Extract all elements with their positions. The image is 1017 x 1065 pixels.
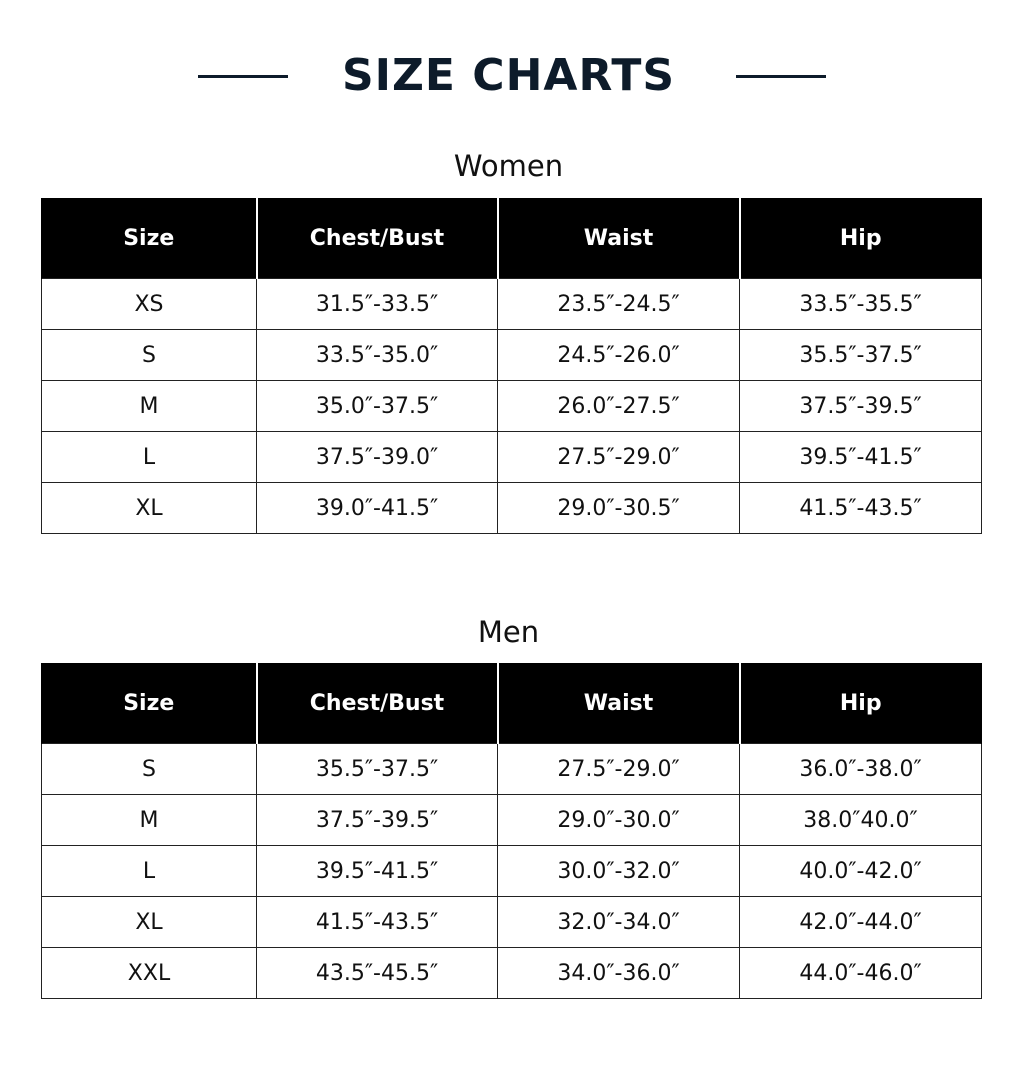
cell-chest-bust: 39.5″-41.5″: [257, 846, 498, 897]
cell-chest-bust: 33.5″-35.0″: [257, 330, 498, 381]
table-row: [42, 381, 982, 432]
table-row: [42, 744, 982, 795]
table-row: [42, 432, 982, 483]
cell-hip: 36.0″-38.0″: [740, 744, 982, 795]
cell-hip: 35.5″-37.5″: [740, 330, 982, 381]
cell-hip: 38.0″40.0″: [740, 795, 982, 846]
header-waist: Waist: [498, 198, 740, 279]
cell-chest-bust: 37.5″-39.0″: [257, 432, 498, 483]
cell-chest-bust: 37.5″-39.5″: [257, 795, 498, 846]
cell-size: S: [42, 330, 257, 381]
women-section-title: Women: [453, 149, 564, 183]
cell-size: L: [42, 846, 257, 897]
cell-size: S: [42, 744, 257, 795]
cell-chest-bust: 43.5″-45.5″: [257, 948, 498, 999]
cell-hip: 33.5″-35.5″: [740, 279, 982, 330]
header-hip: Hip: [740, 198, 982, 279]
table-row: [42, 330, 982, 381]
header-hip: Hip: [740, 663, 982, 744]
cell-hip: 44.0″-46.0″: [740, 948, 982, 999]
header-size: Size: [42, 663, 257, 744]
page-title: SIZE CHARTS: [341, 50, 676, 101]
cell-chest-bust: 31.5″-33.5″: [257, 279, 498, 330]
cell-waist: 27.5″-29.0″: [498, 744, 740, 795]
cell-size: L: [42, 432, 257, 483]
cell-hip: 42.0″-44.0″: [740, 897, 982, 948]
cell-waist: 23.5″-24.5″: [498, 279, 740, 330]
header-chest-bust: Chest/Bust: [257, 663, 498, 744]
cell-size: XL: [42, 897, 257, 948]
title-divider-right: [736, 75, 826, 78]
cell-hip: 37.5″-39.5″: [740, 381, 982, 432]
cell-hip: 41.5″-43.5″: [740, 483, 982, 534]
cell-waist: 29.0″-30.0″: [498, 795, 740, 846]
cell-hip: 39.5″-41.5″: [740, 432, 982, 483]
table-row: [42, 846, 982, 897]
cell-chest-bust: 35.0″-37.5″: [257, 381, 498, 432]
cell-chest-bust: 41.5″-43.5″: [257, 897, 498, 948]
cell-size: XS: [42, 279, 257, 330]
header-size: Size: [42, 198, 257, 279]
table-row: [42, 279, 982, 330]
men-section-title: Men: [477, 615, 540, 649]
cell-waist: 24.5″-26.0″: [498, 330, 740, 381]
table-row: [42, 948, 982, 999]
men-size-table: [41, 663, 982, 999]
cell-size: XXL: [42, 948, 257, 999]
cell-waist: 29.0″-30.5″: [498, 483, 740, 534]
cell-size: XL: [42, 483, 257, 534]
title-row: [0, 45, 1017, 107]
cell-waist: 26.0″-27.5″: [498, 381, 740, 432]
cell-waist: 32.0″-34.0″: [498, 897, 740, 948]
cell-size: M: [42, 381, 257, 432]
header-chest-bust: Chest/Bust: [257, 198, 498, 279]
table-row: [42, 483, 982, 534]
cell-chest-bust: 35.5″-37.5″: [257, 744, 498, 795]
table-header-row: [42, 198, 982, 279]
table-header-row: [42, 663, 982, 744]
table-row: [42, 795, 982, 846]
cell-chest-bust: 39.0″-41.5″: [257, 483, 498, 534]
cell-hip: 40.0″-42.0″: [740, 846, 982, 897]
cell-waist: 34.0″-36.0″: [498, 948, 740, 999]
header-waist: Waist: [498, 663, 740, 744]
table-row: [42, 897, 982, 948]
cell-waist: 27.5″-29.0″: [498, 432, 740, 483]
cell-waist: 30.0″-32.0″: [498, 846, 740, 897]
cell-size: M: [42, 795, 257, 846]
women-size-table: [41, 198, 982, 534]
